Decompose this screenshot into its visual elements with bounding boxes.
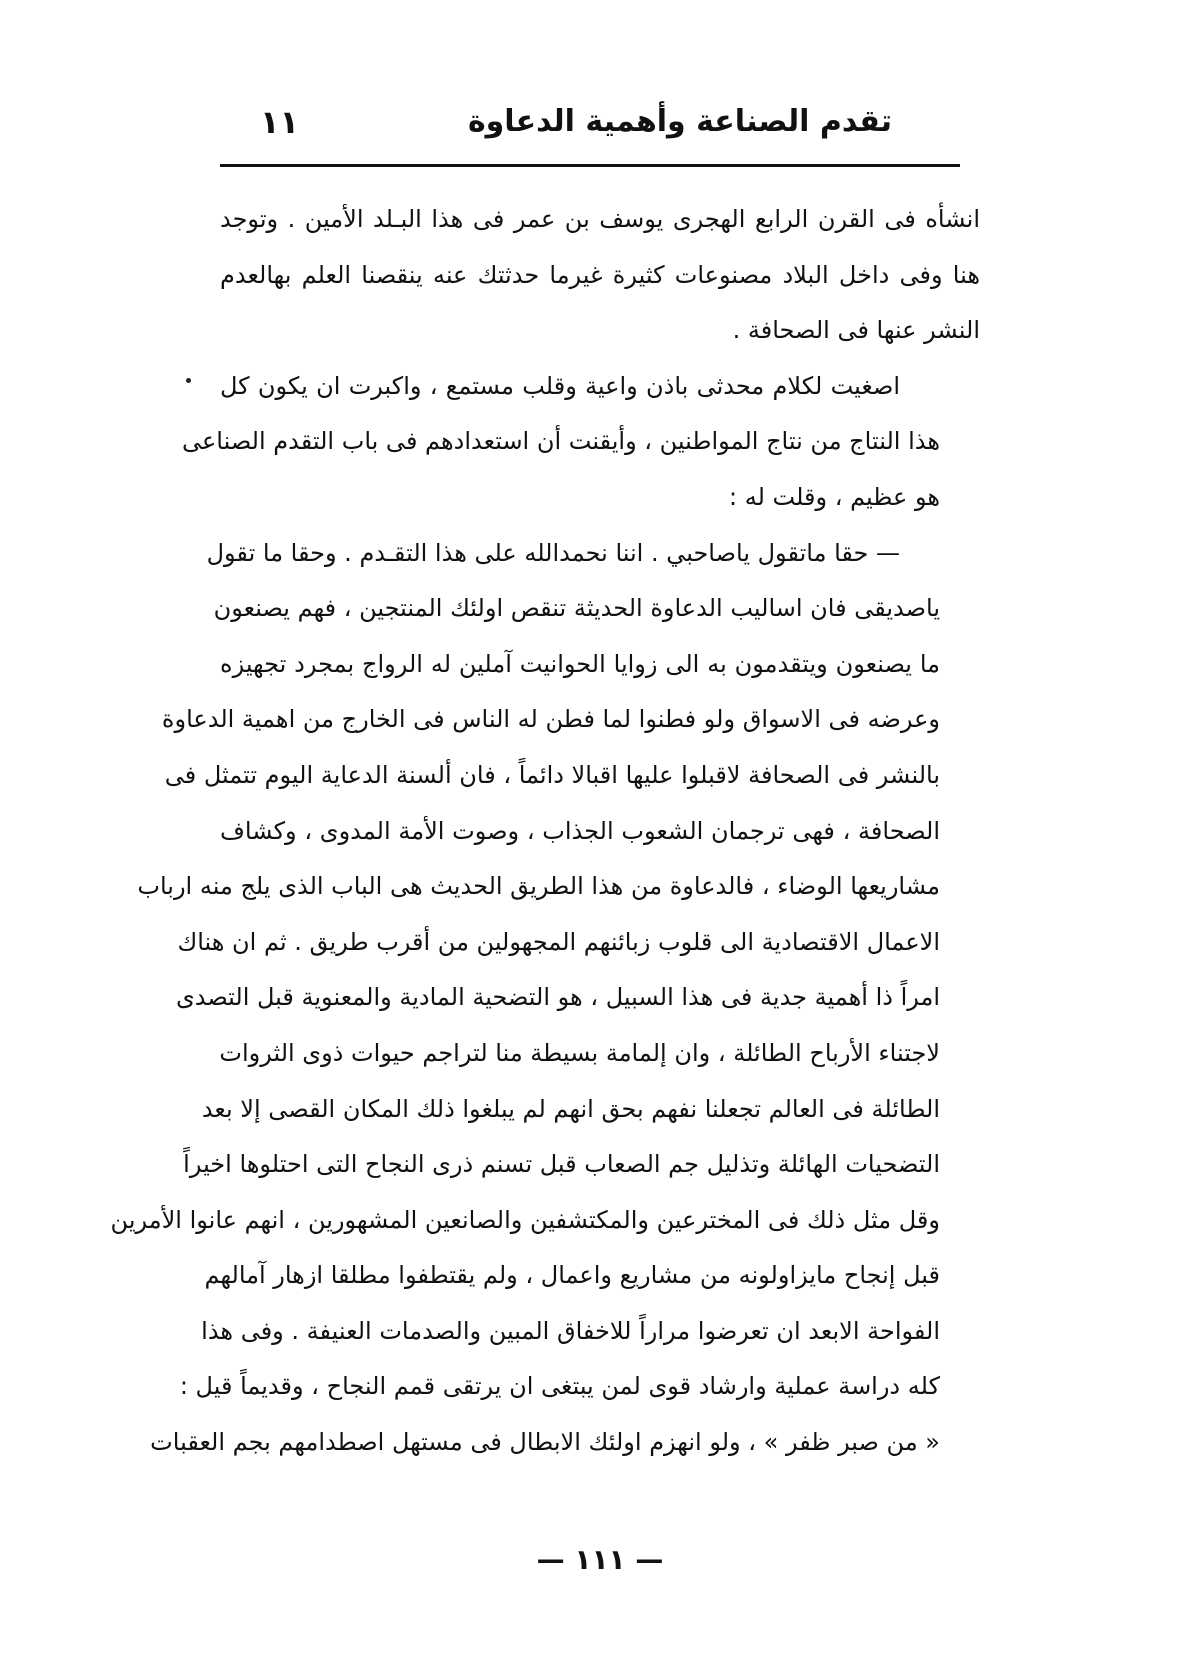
text-line: بالنشر فى الصحافة لاقبلوا عليها اقبالا دائماً ، فان ألسنة الدعاية اليوم تتمثل فى <box>164 760 940 789</box>
body-text <box>110 192 980 1471</box>
chapter-page-number: ١١ <box>260 103 300 141</box>
text-line: الفواحة الابعد ان تعرضوا مراراً للاخفاق المبين والصدمات العنيفة . وفى هذا <box>201 1316 940 1345</box>
text-line: وقل مثل ذلك فى المخترعين والمكتشفين والصانعين المشهورين ، انهم عانوا الأمرين <box>110 1205 940 1234</box>
text-line: مشاريعها الوضاء ، فالدعاوة من هذا الطريق الحديث هى الباب الذى يلج منه ارباب <box>137 872 940 901</box>
text-line: التضحيات الهائلة وتذليل جم الصعاب قبل تسنم ذرى النجاح التى احتلوها اخيراً <box>183 1150 940 1179</box>
scan-speck <box>186 378 191 383</box>
text-line: اصغيت لكلام محدثى باذن واعية وقلب مستمع ، واكبرت ان يكون كل <box>220 371 900 400</box>
text-line: هو عظيم ، وقلت له : <box>728 482 940 511</box>
text-line: وعرضه فى الاسواق ولو فطنوا لما فطن له الناس فى الخارج من اهمية الدعاوة <box>161 705 940 734</box>
paragraph-3 <box>110 526 980 1471</box>
text-line: لاجتناء الأرباح الطائلة ، وان إلمامة بسيطة منا لتراجم حيوات ذوى الثروات <box>219 1038 940 1067</box>
text-line: — حقا ماتقول ياصاحبي . اننا نحمدالله على هذا التقـدم . وحقا ما تقول <box>206 538 900 567</box>
text-line: « من صبر ظفر » ، ولو انهزم اولئك الابطال فى مستهل اصطدامهم بجم العقبات <box>150 1428 940 1457</box>
page-folio: — ١١١ — <box>536 1543 664 1576</box>
text-line: كله دراسة عملية وارشاد قوى لمن يبتغى ان يرتقى قمم النجاح ، وقديماً قيل : <box>179 1372 940 1401</box>
text-line: هنا وفى داخل البلاد مصنوعات كثيرة غيرما حدثتك عنه ينقصنا العلم بهالعدم <box>220 260 980 289</box>
text-line: انشأه فى القرن الرابع الهجرى يوسف بن عمر فى هذا البـلد الأمين . وتوجد <box>220 205 980 233</box>
running-header <box>220 92 960 152</box>
text-line: ياصديقى فان اساليب الدعاوة الحديثة تنقص اولئك المنتجين ، فهم يصنعون <box>213 594 940 623</box>
text-line: ما يصنعون ويتقدمون به الى زوايا الحوانيت آملين له الرواج بمجرد تجهيزه <box>220 649 940 678</box>
text-line: الصحافة ، فهى ترجمان الشعوب الجذاب ، وصوت الأمة المدوى ، وكشاف <box>220 816 940 845</box>
text-line: النشر عنها فى الصحافة . <box>732 316 980 345</box>
paragraph-2 <box>181 359 980 526</box>
running-title: تقدم الصناعة وأهمية الدعاوة <box>467 104 893 139</box>
text-line: الاعمال الاقتصادية الى قلوب زبائنهم المجهولين من أقرب طريق . ثم ان هناك <box>177 927 940 956</box>
paragraph-1 <box>220 192 980 359</box>
text-line: امراً ذا أهمية جدية فى هذا السبيل ، هو التضحية المادية والمعنوية قبل التصدى <box>175 983 940 1012</box>
text-line: الطائلة فى العالم تجعلنا نفهم بحق انهم لم يبلغوا ذلك المكان القصى إلا بعد <box>201 1094 940 1123</box>
header-rule <box>220 164 960 167</box>
text-line: هذا النتاج من نتاج المواطنين ، وأيقنت أن استعدادهم فى باب التقدم الصناعى <box>181 427 940 456</box>
text-line: قبل إنجاح مايزاولونه من مشاريع واعمال ، ولم يقتطفوا مطلقا ازهار آمالهم <box>204 1261 940 1290</box>
